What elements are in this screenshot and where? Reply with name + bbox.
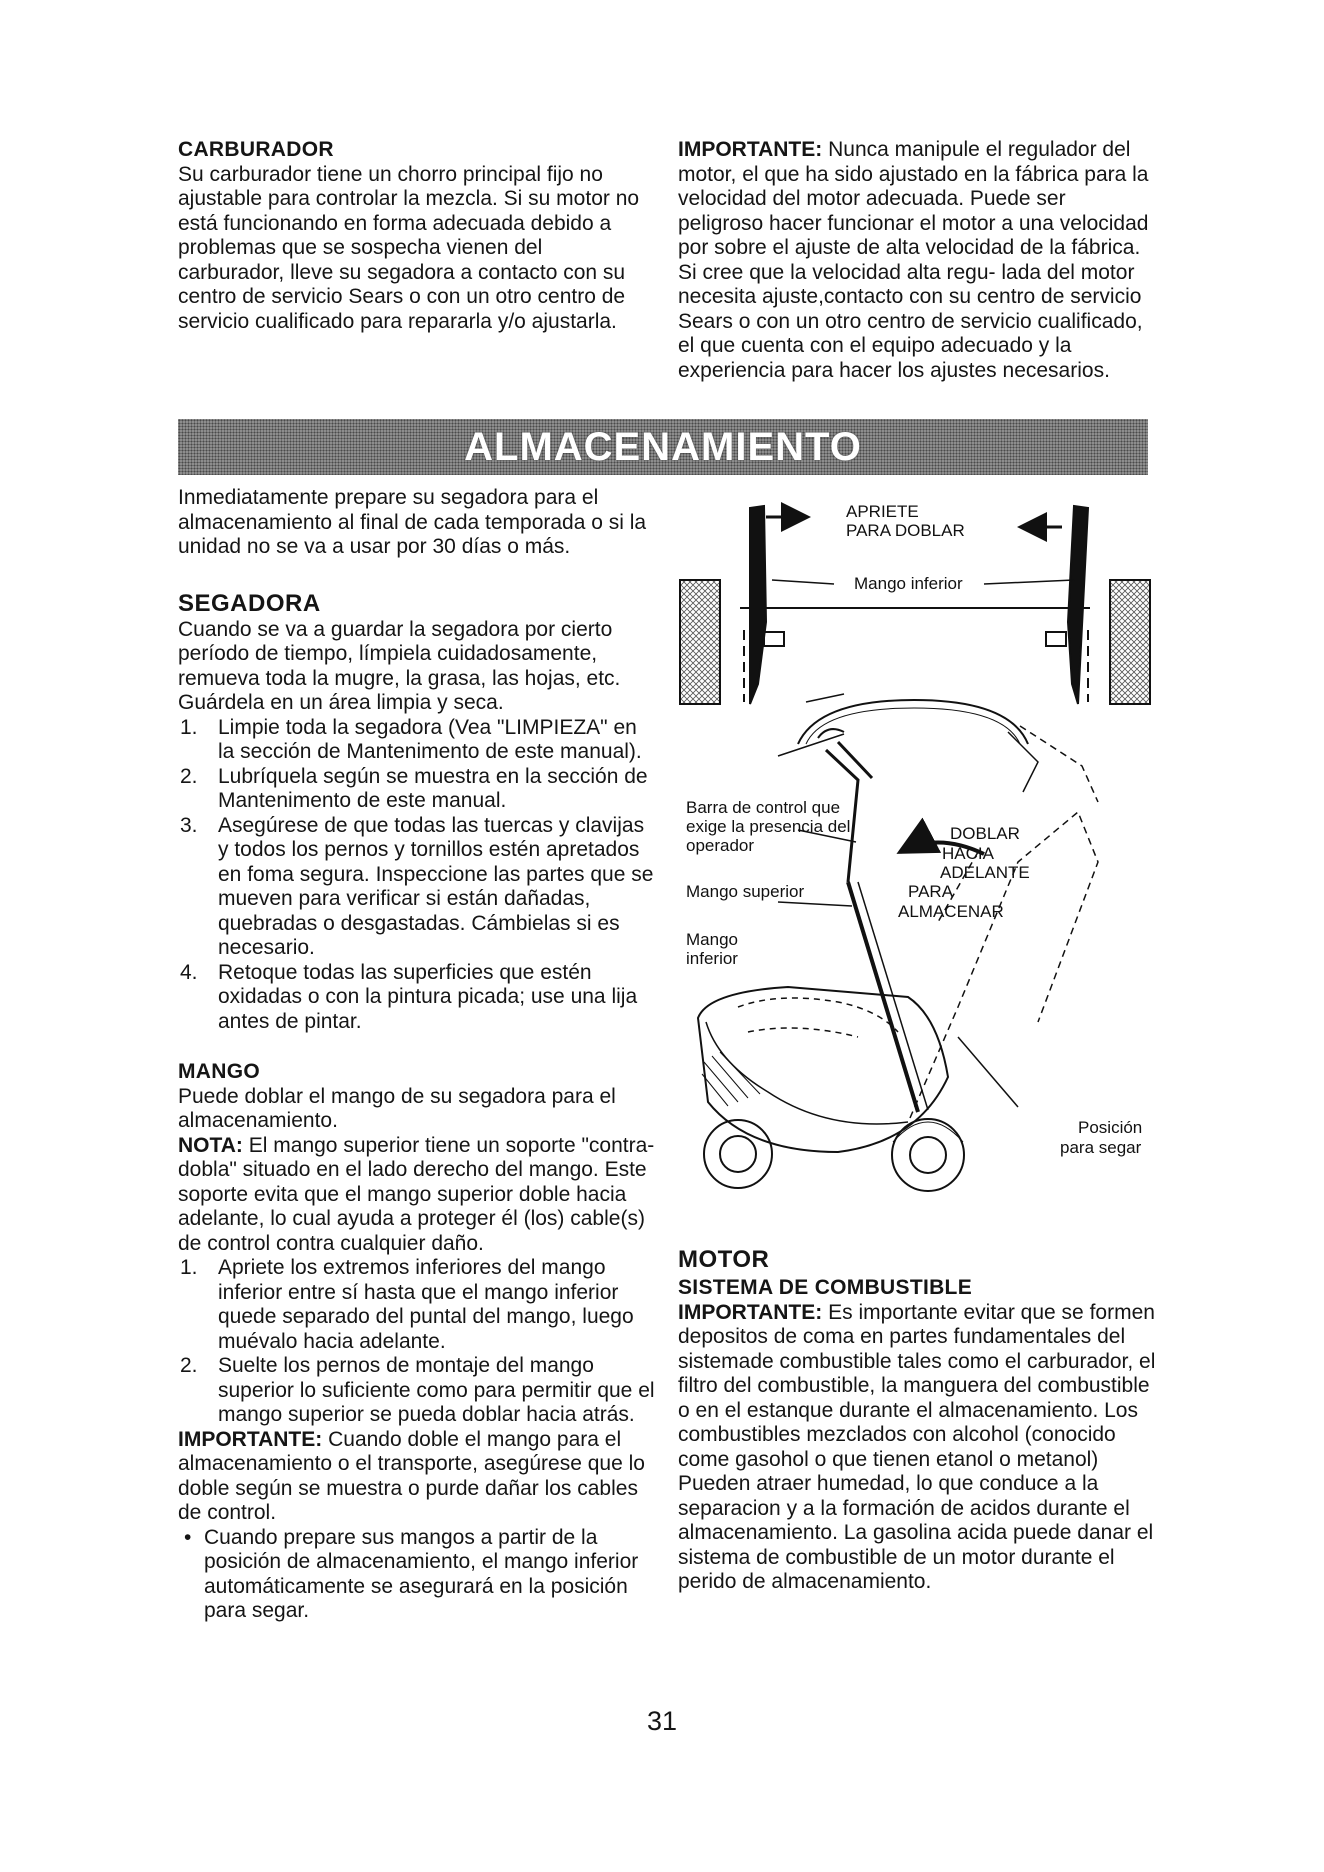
- handle-folding-diagram: [678, 462, 1158, 1214]
- motor-importante-label: IMPORTANTE:: [678, 1300, 823, 1324]
- label-mango-inferior-top: Mango inferior: [854, 574, 963, 593]
- label-apriete: APRIETE: [846, 502, 919, 521]
- mango-importante: [178, 1428, 656, 1526]
- label-barra-line1: Barra de control que: [686, 798, 841, 817]
- list-item-number: 1.: [180, 715, 198, 739]
- mango-bullet-list: [178, 1526, 656, 1624]
- nota-body: El mango superior tiene un soporte "contra-dobla" situado en el lado derecho del mango. Este soporte evita que el mango superior doble hacia adelante, lo cual ayuda a proteger él (los) cable(s) de control contra cualquier daño.: [178, 1133, 655, 1255]
- importante-top-body: Nunca manipule el regulador del motor, el que ha sido ajustado en la fábrica para la velocidad del motor adecuada. Puede ser peligroso hacer funcionar el motor a una velocidad por sobre el ajuste de alta velocidad de la fábrica. Si cree que la velocidad alta regu- lada del motor necesita ajuste,contacto con su centro de servicio Sears o con un otro centro de servicio cualificado, el que cuenta con el equipo adecuado y la experiencia para hacer los ajustes necesarios.: [678, 138, 1149, 382]
- list-item-number: 2.: [180, 1354, 198, 1377]
- label-para: PARA: [908, 882, 954, 901]
- banner-title: ALMACENAMIENTO: [464, 424, 862, 469]
- label-barra-line3: operador: [686, 836, 755, 855]
- list-item: [178, 961, 656, 1035]
- motor-importante-body: Es importante evitar que se formen depositos de coma en partes fundamentales del sistemade combustible tales como el carburador, el filtro del combustible, la manguera del combustible o en el estanque durante el almacenamiento. Los combustibles mezclados con alcohol (conocido come gasohol o que tienen etanol o metanol) Pueden atraer humedad, lo que conduce a la separacion y a la formación de acidos durante el almacenamiento. La gasolina acida puede danar el sistema de combustible de un motor durante el perido de almacenamiento.: [678, 1300, 1156, 1593]
- bullet-mark: •: [184, 1525, 192, 1549]
- label-doblar: DOBLAR: [950, 824, 1020, 843]
- list-item-number: 1.: [180, 1256, 198, 1279]
- list-item-text: Limpie toda la segadora (Vea "LIMPIEZA" en la sección de Mantenimento de este manual).: [218, 715, 642, 763]
- top-view-drawing: [680, 506, 1150, 744]
- segadora-list: [178, 716, 656, 1035]
- importante-label: IMPORTANTE:: [178, 1427, 323, 1451]
- carburador-body: Su carburador tiene un chorro principal fijo no ajustable para controlar la mezcla. Si su motor no está funcionando en forma adecuada debido a problemas que se sospecha vienen del carburador, lleve su segadora a contacto con su centro de servicio Sears o con un otro centro de servicio cualificado para repararla y/o ajustarla.: [178, 162, 640, 333]
- left-column: [178, 486, 656, 1624]
- list-item: [178, 1354, 656, 1428]
- list-item-text: Lubríquela según se muestra en la sección de Mantenimento de este manual.: [218, 764, 648, 812]
- segadora-body: Cuando se va a guardar la segadora por cierto período de tiempo, límpiela cuidadosamente, remueva toda la mugre, la grasa, las hojas, etc. Guárdela en un área limpia y seca.: [178, 617, 621, 714]
- importante-body: Cuando doble el mango para el almacenamiento o el transporte, asegúrese que lo doble según se muestra o purde dañar los cables de control.: [178, 1427, 645, 1524]
- label-adelante: ADELANTE: [940, 863, 1030, 882]
- mango-title: MANGO: [178, 1060, 260, 1083]
- list-item: [178, 814, 656, 961]
- label-hacia: HACIA: [942, 844, 994, 863]
- motor-title: MOTOR: [678, 1246, 770, 1273]
- list-item: [178, 1256, 656, 1354]
- list-item-number: 4.: [180, 960, 198, 984]
- segadora-title: SEGADORA: [178, 589, 321, 617]
- label-mango-line2: inferior: [686, 949, 738, 968]
- list-item-text: Cuando prepare sus mangos a partir de la posición de almacenamiento, el mango inferior automáticamente se asegurará en la posición para segar.: [204, 1525, 639, 1622]
- folded-handle-outline: [910, 812, 1098, 1118]
- right-wheel: [1110, 580, 1150, 704]
- left-handle-leg: [750, 506, 766, 704]
- mango-list: [178, 1256, 656, 1428]
- list-item-number: 2.: [180, 764, 198, 788]
- intro-paragraph: Inmediatamente prepare su segadora para el almacenamiento al final de cada temporada o si la unidad no se va a usar por 30 días o más.: [178, 486, 647, 558]
- list-item: [178, 1526, 656, 1624]
- label-barra-line2: exige la presencia del: [686, 817, 851, 836]
- list-item: [178, 765, 656, 814]
- list-item-text: Asegúrese de que todas las tuercas y clavijas y todos los pernos y tornillos estén apretados en foma segura. Inspeccione las partes que se mueven para verificar si están dañadas, quebradas o desgastadas. Cámbielas si es necesario.: [218, 813, 654, 959]
- motor-subtitle: SISTEMA DE COMBUSTIBLE: [678, 1276, 972, 1299]
- page-number: 31: [646, 1706, 678, 1736]
- right-handle-leg: [1068, 506, 1088, 704]
- label-para-doblar: PARA DOBLAR: [846, 521, 965, 540]
- mango-nota: [178, 1134, 656, 1257]
- front-wheel: [704, 1120, 772, 1188]
- side-view-drawing: [698, 694, 1098, 1191]
- list-item-text: Suelte los pernos de montaje del mango superior lo suficiente como para permitir que el mango superior se pueda doblar hacia atrás.: [218, 1354, 655, 1426]
- list-item: [178, 716, 656, 765]
- list-item-text: Retoque todas las superficies que estén oxidadas o con la pintura picada; use una lija antes de pintar.: [218, 960, 638, 1033]
- label-posicion-line1: Posición: [1078, 1118, 1143, 1137]
- carburador-title: CARBURADOR: [178, 138, 334, 161]
- label-mango-line1: Mango: [686, 930, 738, 949]
- nota-label: NOTA:: [178, 1133, 243, 1157]
- mango-body: Puede doblar el mango de su segadora para el almacenamiento.: [178, 1084, 616, 1132]
- motor-body: [678, 1301, 1156, 1595]
- importante-top-label: IMPORTANTE:: [678, 138, 823, 161]
- label-mango-superior: Mango superior: [686, 882, 805, 901]
- list-item-text: Apriete los extremos inferiores del mango inferior entre sí hasta que el mango inferior quede separado del puntal del mango, luego muévalo hacia adelante.: [218, 1256, 634, 1353]
- label-posicion-line2: para segar: [1060, 1138, 1142, 1157]
- importante-top-section: [678, 138, 1156, 383]
- importante-top-paragraph: [678, 138, 1156, 383]
- label-almacenar: ALMACENAR: [898, 902, 1004, 921]
- motor-section: [678, 1246, 1156, 1595]
- left-wheel: [680, 580, 720, 704]
- rear-wheel: [892, 1119, 964, 1191]
- list-item-number: 3.: [180, 813, 198, 837]
- carburador-section: [178, 138, 650, 334]
